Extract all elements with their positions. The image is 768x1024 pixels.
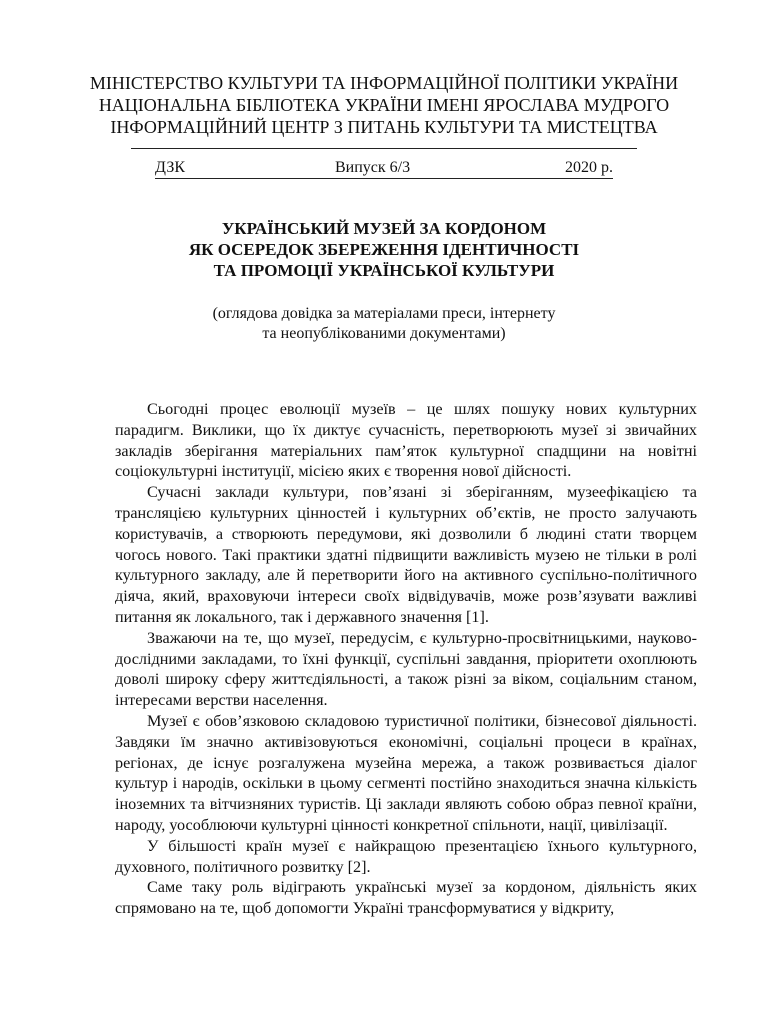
issue-code: ДЗК — [155, 159, 185, 176]
paragraph: У більшості країн музеї є найкращою презентацією їхнього культурного, духовного, політичного розвитку [2]. — [115, 836, 697, 876]
subtitle-line: (оглядова довідка за матеріалами преси, інтернету — [212, 305, 556, 322]
ministry-name: МІНІСТЕРСТВО КУЛЬТУРИ ТА ІНФОРМАЦІЙНОЇ ПОЛІТИКИ УКРАЇНИ — [89, 73, 679, 93]
paragraph: Зважаючи на те, що музеї, передусім, є культурно-просвітницькими, науково-дослідними закладами, то їхні функції, суспільні завдання, пріоритети охоплюють доволі широку сферу життєдіяльності, а також різні за віком, соціальним станом, інтересами верстви населення. — [115, 628, 697, 710]
document-title — [60, 218, 708, 281]
header-divider — [131, 148, 637, 149]
title-line: УКРАЇНСЬКИЙ МУЗЕЙ ЗА КОРДОНОМ — [221, 219, 547, 238]
paragraph: Музеї є обов’язковою складовою туристичної політики, бізнесової діяльності. Завдяки їм значно активізовуються економічні, соціальні процеси в країнах, регіонах, де існує розгалужена музейна мережа, а також розвивається діалог культур і народів, оскільки в цьому сегменті постійно знаходиться значна кількість іноземних та вітчизняних туристів. Ці заклади являють собою образ певної країни, народу, уособлюючи культурні цінності конкретної спільноти, нації, цивілізації. — [115, 711, 697, 834]
center-name: ІНФОРМАЦІЙНИЙ ЦЕНТР З ПИТАНЬ КУЛЬТУРИ ТА МИСТЕЦТВА — [110, 117, 658, 137]
title-line: ТА ПРОМОЦІЇ УКРАЇНСЬКОЇ КУЛЬТУРИ — [213, 261, 555, 280]
issue-info — [155, 158, 613, 179]
paragraph: Саме таку роль відіграють українські музеї за кордоном, діяльність яких спрямовано на те, щоб допомогти Україні трансформуватися у відкриту, — [115, 878, 697, 918]
paragraph: Сучасні заклади культури, пов’язані зі зберіганням, музеефікацією та трансляцією культурних цінностей і культурних об’єктів, не просто залучають користувачів, а створюють передумови, які дозволили б людині стати творцем чогось нового. Такі практики здатні підвищити важливість музею не тільки в ролі культурного закладу, але й перетворити його на активного суспільно-політичного діяча, який, враховуючи інтереси своїх відвідувачів, може розв’язувати важливі питання як локального, так і державного значення [1]. — [115, 483, 697, 626]
library-name: НАЦІОНАЛЬНА БІБЛІОТЕКА УКРАЇНИ ІМЕНІ ЯРОСЛАВА МУДРОГО — [98, 95, 670, 115]
body-text — [115, 399, 697, 919]
document-subtitle — [60, 304, 708, 344]
paragraph: Сьогодні процес еволюції музеїв – це шлях пошуку нових культурних парадигм. Виклики, що їх диктує сучасність, перетворюють музеї зі звичайних закладів зберігання матеріальних пам’яток культурної спадщини на новітні соціокультурні інституції, місією яких є творення нової дійсності. — [115, 400, 697, 481]
issue-number: Випуск 6/3 — [335, 159, 411, 176]
institution-header — [60, 72, 708, 138]
issue-year: 2020 р. — [565, 159, 613, 176]
subtitle-line: та неопублікованими документами) — [262, 325, 506, 342]
title-line: ЯК ОСЕРЕДОК ЗБЕРЕЖЕННЯ ІДЕНТИЧНОСТІ — [188, 240, 580, 259]
